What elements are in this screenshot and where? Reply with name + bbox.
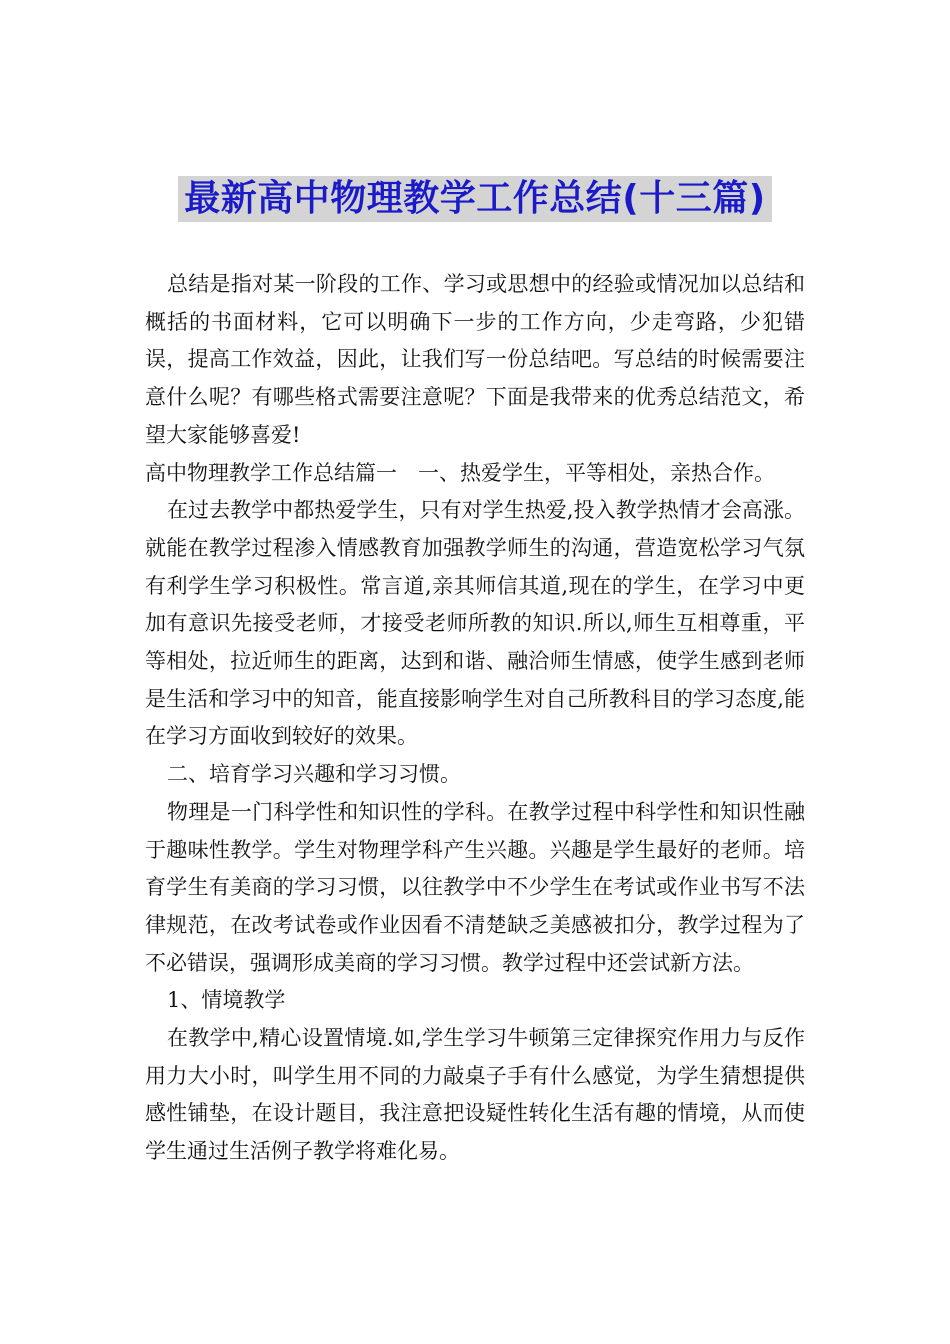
section-heading-1: 高中物理教学工作总结篇一 一、热爱学生，平等相处，亲热合作。 <box>145 460 775 485</box>
body-paragraph: 在过去教学中都热爱学生，只有对学生热爱,投入教学热情才会高涨。就能在教学过程渗入情感教育加强教学师生的沟通，营造宽松学习气氛有利学生学习积极性。常言道,亲其师信其道,现在的学生，在学习中更加有意识先接受老师，才接受老师所教的知识.所以,师生互相尊重，平等相处，拉近师生的距离，达到和谐、融洽师生情感，使学生感到老师是生活和学习中的知音，能直接影响学生对自己所教科目的学习态度,能在学习方面收到较好的效果。 <box>145 498 805 749</box>
body-paragraph: 在教学中,精心设置情境.如,学生学习牛顿第三定律探究作用力与反作用力大小时，叫学生用不同的力敲桌子手有什么感觉，为学生猜想提供感性铺垫，在设计题目，我注意把设疑性转化生活有趣的情境，从而使学生通过生活例子教学将难化易。 <box>145 1026 805 1164</box>
intro-paragraph: 总结是指对某一阶段的工作、学习或思想中的经验或情况加以总结和概括的书面材料，它可以明确下一步的工作方向，少走弯路，少犯错误，提高工作效益，因此，让我们写一份总结吧。写总结的时候需要注意什么呢？有哪些格式需要注意呢？下面是我带来的优秀总结范文，希望大家能够喜爱! <box>145 272 805 447</box>
title-container <box>0 176 950 222</box>
document-body <box>145 266 805 1171</box>
body-paragraph: 物理是一门科学性和知识性的学科。在教学过程中科学性和知识性融于趣味性教学。学生对物理学科产生兴趣。兴趣是学生最好的老师。培育学生有美商的学习习惯，以往教学中不少学生在考试或作业书写不法律规范，在改考试卷或作业因看不清楚缺乏美感被扣分，教学过程为了不必错误，强调形成美商的学习习惯。教学过程中还尝试新方法。 <box>145 799 805 975</box>
subsection-heading: 1、情境教学 <box>167 988 286 1013</box>
document-title: 最新高中物理教学工作总结(十三篇) <box>178 176 771 222</box>
section-heading-2: 二、培育学习兴趣和学习习惯。 <box>167 762 461 787</box>
